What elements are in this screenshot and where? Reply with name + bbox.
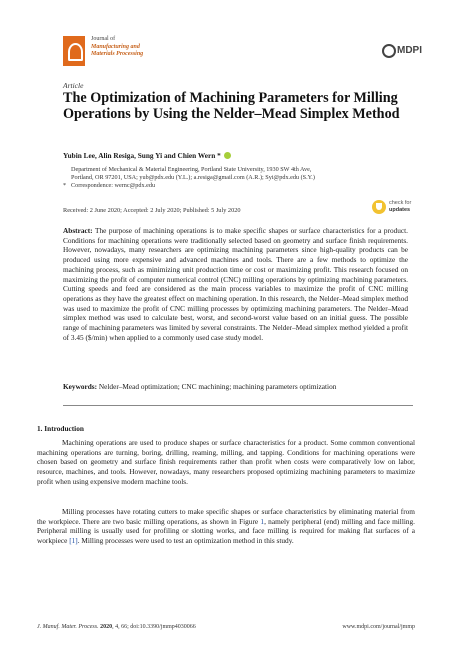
footer-journal-url[interactable]: www.mdpi.com/journal/jmmp	[342, 624, 415, 630]
footer-year: 2020	[100, 624, 113, 630]
article-title: The Optimization of Machining Parameters for Milling Operations by Using the Nelder–Mead Simplex Method	[63, 90, 400, 122]
journal-logo-icon	[63, 36, 85, 66]
journal-title-line1: Manufacturing and	[91, 43, 140, 50]
citation-reference-link[interactable]: [1]	[69, 536, 78, 546]
keywords	[63, 382, 408, 391]
article-type: Article	[63, 81, 84, 90]
section-divider	[63, 405, 413, 406]
abstract-text: The purpose of machining operations is to make specific shapes or surface characteristics for a product. Conditions for machining operations were traditionally selected based on geometry and surface finish requirements. However, nowadays, many researchers are optimizing machining parameters since high-quality products can be produced using more expensive and advanced machines and tools. There are a few methods to optimize the machining process, such as minimizing unit production time or cost or maximizing profit. This research focused on maximizing the profit of computer numerical control (CNC) milling operations by optimizing machining parameters. Cutting speeds and feed are considered as the main process variables to maximize the profit of CNC milling operations as they have the greatest effect on machining operation. In this research, the Nelder–Mead simplex method was used to maximize the profit of CNC milling processes by optimizing machining parameters. The Nelder–Mead simplex method was used to calculate best, worst, and second-worst value based on an initial guess. The possible range of machining parameters was limited by several constraints. The Nelder–Mead simplex method yielded a profit of 3.45 ($/min) when applied to a commonly used case study model.	[63, 226, 408, 342]
intro-paragraph-1: Machining operations are used to produce shapes or surface characteristics for a product. Some common conventional machining operations are turning, boring, drilling, reaming, milling, and tapping. Conditions for machining operations were chosen based on geometry and surface finish requirements rather than profit when costs were comparatively low on labor, resource, machines, and tools. However, nowadays, many researchers proposed optimizing machining parameters to maximize profit when using expensive modern machine tools.	[37, 438, 415, 486]
keywords-label: Keywords:	[63, 382, 98, 391]
keywords-text: Nelder–Mead optimization; CNC machining; machining parameters optimization	[98, 382, 337, 391]
affiliation-block	[63, 166, 408, 190]
para2-text-c: . Milling processes were used to test an optimization method in this study.	[77, 536, 294, 546]
mdpi-logo-icon	[382, 44, 396, 58]
para2-text-b: , namely peripheral (end) milling and face milling. Peripheral milling is usually used for profiling or slotting works, and face milling is required for making flat surfaces of a workpiece	[37, 516, 416, 546]
check-for-updates-line1: check for	[389, 200, 412, 206]
publication-dates: Received: 2 June 2020; Accepted: 2 July 2020; Published: 5 July 2020	[63, 207, 241, 214]
publisher-logo[interactable]	[382, 44, 422, 60]
footer-citation	[37, 624, 196, 630]
author-list: Yubin Lee, Alin Resiga, Sung Yi and Chien Wern *	[63, 151, 221, 160]
publisher-name: MDPI	[397, 45, 422, 56]
abstract	[63, 226, 408, 343]
journal-header	[63, 32, 413, 72]
para2-text-a: Milling processes have rotating cutters to make specific shapes or surface characteristics by eliminating material from the workpiece. There are two basic milling operations, as shown in Figure	[37, 507, 415, 526]
check-for-updates-line2: updates	[389, 206, 411, 213]
correspondence-mark: *	[63, 182, 67, 189]
correspondence-text: Correspondence: wernc@pdx.edu	[71, 182, 156, 189]
affiliation-line1: Department of Mechanical & Material Engineering, Portland State University, 1930 SW 4th Ave,	[71, 166, 312, 173]
check-for-updates-icon	[372, 200, 386, 214]
footer-citation-rest: , 4, 66; doi:10.3390/jmmp4030066	[112, 624, 196, 630]
check-for-updates-label	[389, 200, 411, 213]
footer-journal-abbr: J. Manuf. Mater. Process.	[37, 624, 99, 630]
orcid-icon[interactable]	[224, 152, 231, 159]
abstract-label: Abstract:	[63, 226, 93, 235]
intro-paragraph-2	[37, 507, 415, 546]
journal-title-line2: Materials Processing	[91, 51, 144, 57]
figure-reference-link[interactable]: 1	[260, 516, 265, 526]
journal-name	[91, 36, 143, 59]
section-title-introduction: 1. Introduction	[37, 424, 84, 433]
affiliation-line2: Portland, OR 97201, USA; yub@pdx.edu (Y.L.); a.resiga@gmail.com (A.R.); Syi@pdx.edu (S.Y.)	[71, 174, 315, 181]
correspondence	[63, 182, 408, 190]
journal-of: Journal of	[91, 36, 116, 42]
check-for-updates-button[interactable]	[372, 198, 416, 220]
authors	[63, 151, 231, 160]
